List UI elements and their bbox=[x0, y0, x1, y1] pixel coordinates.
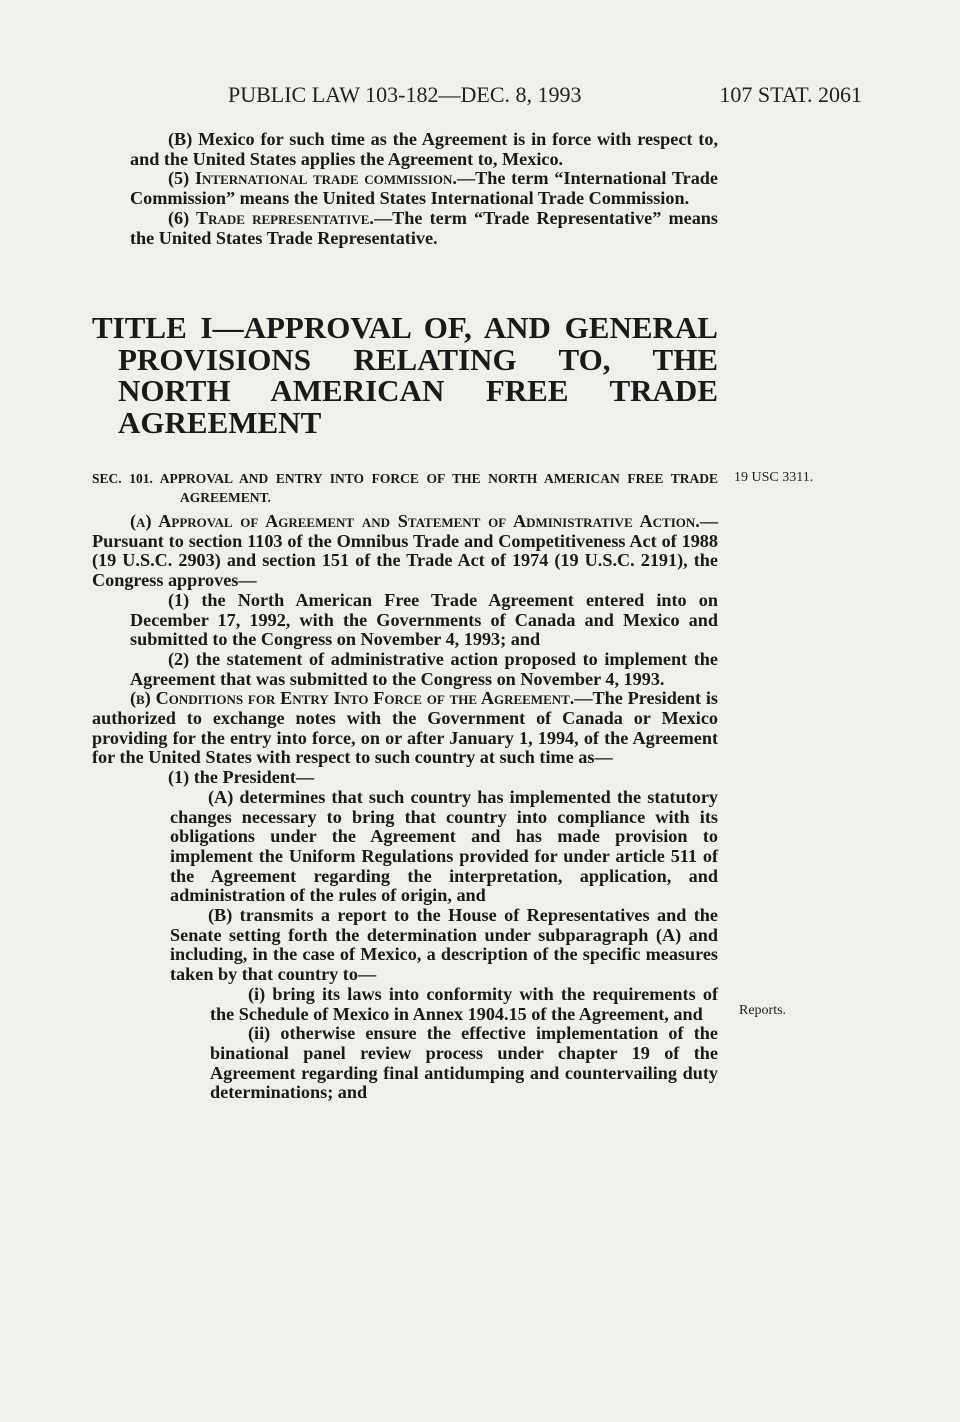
subsection-text: —Pursuant to section 1103 of the Omnibus Trade and Competitiveness Act of 1988 (19 U.S.C. 2903) and section 151 of the Trade Act of 1974 (19 U.S.C. 2191), the Congress approves— bbox=[92, 511, 718, 591]
subsection-heading: (b) Conditions for Entry Into Force of the Agreement. bbox=[130, 688, 575, 709]
header-right: 107 STAT. 2061 bbox=[719, 82, 862, 107]
subsection-a bbox=[92, 512, 718, 591]
definition-heading: (6) Trade representative. bbox=[168, 207, 374, 228]
subsection-b bbox=[92, 689, 718, 768]
subsection-heading: (a) Approval of Agreement and Statement of Administrative Action. bbox=[130, 511, 700, 531]
subsection-text: —The President is authorized to exchange notes with the Government of Canada or Mexico providing for the entry into force, on or after January 1, 1994, of the Agreement for the United States with respect to such country at such time as— bbox=[92, 688, 719, 768]
section-heading: SEC. 101. APPROVAL AND ENTRY INTO FORCE OF THE NORTH AMERICAN FREE TRADE AGREEMENT. bbox=[92, 471, 718, 505]
definition-paragraph bbox=[92, 169, 718, 208]
clause: (i) bring its laws into conformity with the requirements of the Schedule of Mexico in Annex 1904.15 of the Agreement, and bbox=[210, 983, 718, 1024]
margin-note-reports: Reports. bbox=[739, 1003, 787, 1018]
paragraph: (1) the President— bbox=[168, 767, 315, 788]
paragraph: (1) the North American Free Trade Agreement entered into on December 17, 1992, with the Governments of Canada and Mexico and submitted to the Congress on November 4, 1993; and bbox=[130, 589, 718, 650]
definition-heading: (5) International trade commission. bbox=[168, 168, 457, 189]
page-header bbox=[228, 82, 862, 108]
clause: (ii) otherwise ensure the effective implementation of the binational panel review process under chapter 19 of the Agreement regarding final antidumping and countervailing duty determinations; and bbox=[210, 1023, 718, 1103]
definition-text: —The term “Trade Representative” means the United States Trade Representative. bbox=[130, 207, 718, 248]
title-heading bbox=[92, 312, 718, 438]
subparagraph: (B) transmits a report to the House of Representatives and the Senate setting forth the determination under subparagraph (A) and including, in the case of Mexico, a description of the specific measures taken by that country to— bbox=[170, 905, 718, 985]
title-line: PROVISIONS RELATING TO, THE bbox=[118, 341, 718, 377]
definition-text: —The term “International Trade Commission” means the United States International Trade Commission. bbox=[130, 168, 718, 209]
top-block bbox=[92, 130, 718, 248]
definition-paragraph bbox=[92, 209, 718, 248]
paragraph: (2) the statement of administrative action proposed to implement the Agreement that was submitted to the Congress on November 4, 1993. bbox=[130, 648, 718, 689]
title-line: NORTH AMERICAN FREE TRADE bbox=[118, 373, 718, 408]
section-body bbox=[92, 512, 718, 1103]
title-line: TITLE I—APPROVAL OF, AND GENERAL bbox=[92, 310, 718, 345]
paragraph-text: (B) Mexico for such time as the Agreement is in force with respect to, and the United States applies the Agreement to, Mexico. bbox=[130, 129, 718, 169]
header-left: PUBLIC LAW 103-182—DEC. 8, 1993 bbox=[228, 82, 582, 107]
title-line: AGREEMENT bbox=[118, 404, 322, 440]
margin-note-usc: 19 USC 3311. bbox=[734, 470, 814, 485]
paragraph bbox=[92, 130, 718, 169]
subparagraph: (A) determines that such country has implemented the statutory changes necessary to bring that country into compliance with its obligations under the Agreement and has made provision to implement the Uniform Regulations provided for under article 511 of the Agreement regarding the interpretation, application, and administration of the rules of origin, and bbox=[170, 786, 718, 906]
